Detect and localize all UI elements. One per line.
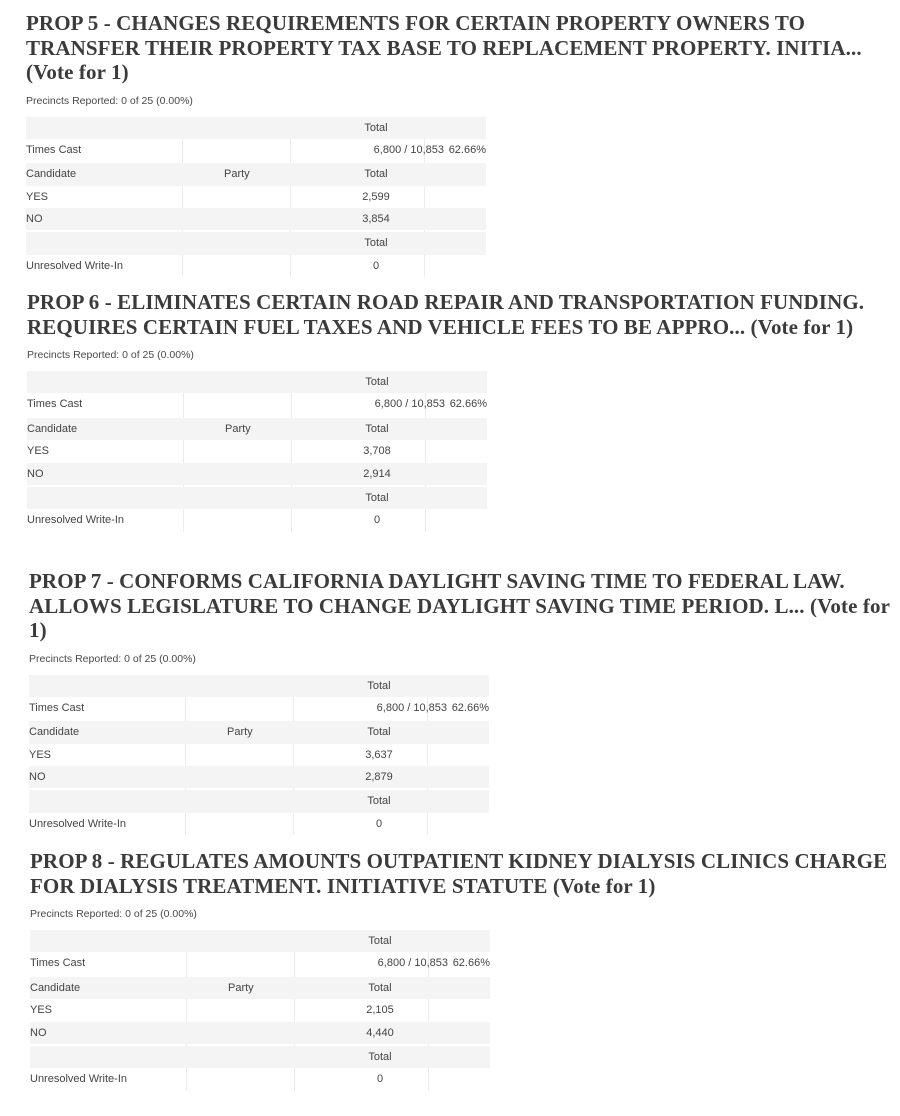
candidate-header-row xyxy=(27,418,487,440)
writein-header-row xyxy=(27,487,487,509)
contest-title: PROP 7 - CONFORMS CALIFORNIA DAYLIGHT SAVING TIME TO FEDERAL LAW. ALLOWS LEGISLATURE TO CHANGE DAYLIGHT SAVING TIME PERIOD. L... (Vote for 1) xyxy=(29,569,890,642)
times-cast-value: 6,800 / 10,853 xyxy=(373,143,444,156)
writein-value: 0 xyxy=(376,1073,384,1086)
contest-title: PROP 5 - CHANGES REQUIREMENTS FOR CERTAIN PROPERTY OWNERS TO TRANSFER THEIR PROPERTY TAX BASE TO REPLACEMENT PROPERTY. INITIA... (Vote for 1) xyxy=(26,11,862,84)
choice-row-yes xyxy=(29,744,489,766)
times-cast-label: Times Cast xyxy=(27,398,83,411)
choice-name: YES xyxy=(26,190,49,203)
writein-header: Total xyxy=(364,237,388,250)
results-table xyxy=(26,117,486,278)
candidate-header-row xyxy=(30,977,490,999)
times-cast-label: Times Cast xyxy=(26,143,82,156)
choice-row-no xyxy=(30,1022,490,1044)
choice-row-no xyxy=(27,463,487,485)
candidate-header: Candidate xyxy=(26,168,77,181)
precincts-reported: Precincts Reported: 0 of 25 (0.00%) xyxy=(30,908,197,920)
candidate-header: Candidate xyxy=(29,726,80,739)
writein-header: Total xyxy=(368,1050,392,1063)
contest-prop-6 xyxy=(0,290,900,532)
times-cast-value: 6,800 / 10,853 xyxy=(374,398,445,411)
choice-total: 4,440 xyxy=(366,1026,394,1039)
choice-name: NO xyxy=(26,213,43,226)
choice-total: 2,599 xyxy=(362,190,390,203)
times-cast-pct: 62.66% xyxy=(448,143,486,156)
party-header: Party xyxy=(225,422,251,435)
precincts-reported: Precincts Reported: 0 of 25 (0.00%) xyxy=(27,349,194,361)
writein-row xyxy=(26,255,486,277)
contest-prop-8 xyxy=(0,849,900,1091)
times-cast-row xyxy=(27,393,487,415)
total-header: Total xyxy=(367,679,391,692)
results-table xyxy=(27,371,487,532)
choice-row-yes xyxy=(27,440,487,462)
times-cast-value: 6,800 / 10,853 xyxy=(376,701,447,714)
choice-total: 3,708 xyxy=(363,445,391,458)
candidate-header: Candidate xyxy=(27,422,78,435)
writein-header-row xyxy=(26,232,486,254)
choice-total: 2,105 xyxy=(366,1004,394,1017)
total-header: Total xyxy=(365,422,389,435)
writein-header: Total xyxy=(365,491,389,504)
choice-name: NO xyxy=(29,771,46,784)
party-header: Party xyxy=(228,981,254,994)
times-cast-header-row xyxy=(30,930,490,952)
writein-header: Total xyxy=(367,795,391,808)
writein-row xyxy=(30,1068,490,1090)
writein-value: 0 xyxy=(372,259,380,272)
results-table xyxy=(29,675,489,836)
total-header: Total xyxy=(364,168,388,181)
results-table xyxy=(30,930,490,1091)
precincts-reported: Precincts Reported: 0 of 25 (0.00%) xyxy=(29,652,196,665)
choice-row-yes xyxy=(30,999,490,1021)
times-cast-row xyxy=(29,697,489,719)
choice-name: NO xyxy=(27,467,44,480)
times-cast-row xyxy=(30,952,490,974)
times-cast-pct: 62.66% xyxy=(452,957,490,970)
total-header: Total xyxy=(367,726,391,739)
choice-total: 3,637 xyxy=(365,748,393,761)
choice-name: YES xyxy=(30,1004,53,1017)
writein-label: Unresolved Write-In xyxy=(27,514,124,527)
writein-header-row xyxy=(29,790,489,812)
times-cast-header-row xyxy=(29,675,489,697)
choice-total: 3,854 xyxy=(362,213,390,226)
writein-label: Unresolved Write-In xyxy=(29,817,126,830)
times-cast-value: 6,800 / 10,853 xyxy=(377,957,448,970)
party-header: Party xyxy=(224,168,250,181)
writein-label: Unresolved Write-In xyxy=(26,259,123,272)
total-header: Total xyxy=(365,376,389,388)
writein-label: Unresolved Write-In xyxy=(30,1073,127,1086)
times-cast-label: Times Cast xyxy=(29,701,85,714)
candidate-header-row xyxy=(29,721,489,743)
choice-name: YES xyxy=(27,445,50,458)
times-cast-pct: 62.66% xyxy=(451,701,489,714)
choice-name: NO xyxy=(30,1026,47,1039)
times-cast-row xyxy=(26,139,486,161)
contest-title: PROP 6 - ELIMINATES CERTAIN ROAD REPAIR AND TRANSPORTATION FUNDING. REQUIRES CERTAIN FUEL TAXES AND VEHICLE FEES TO BE APPRO... (Vote for 1) xyxy=(27,290,865,339)
writein-header-row xyxy=(30,1046,490,1068)
writein-row xyxy=(27,509,487,531)
contest-prop-7 xyxy=(0,569,900,835)
choice-row-yes xyxy=(26,186,486,208)
contest-title: PROP 8 - REGULATES AMOUNTS OUTPATIENT KIDNEY DIALYSIS CLINICS CHARGE FOR DIALYSIS TREATMENT. INITIATIVE STATUTE (Vote for 1) xyxy=(30,849,888,898)
contest-prop-5 xyxy=(0,11,900,277)
choice-name: YES xyxy=(29,748,52,761)
choice-total: 2,914 xyxy=(363,467,391,480)
precincts-reported: Precincts Reported: 0 of 25 (0.00%) xyxy=(26,94,193,107)
candidate-header: Candidate xyxy=(30,981,81,994)
choice-row-no xyxy=(26,208,486,230)
writein-value: 0 xyxy=(375,817,383,830)
choice-total: 2,879 xyxy=(365,771,393,784)
times-cast-header-row xyxy=(26,117,486,139)
choice-row-no xyxy=(29,766,489,788)
times-cast-label: Times Cast xyxy=(30,957,86,970)
times-cast-header-row xyxy=(27,371,487,393)
candidate-header-row xyxy=(26,163,486,185)
total-header: Total xyxy=(368,935,392,947)
total-header: Total xyxy=(368,981,392,994)
writein-row xyxy=(29,813,489,835)
writein-value: 0 xyxy=(373,514,381,527)
times-cast-pct: 62.66% xyxy=(449,398,487,411)
party-header: Party xyxy=(227,726,253,739)
total-header: Total xyxy=(364,121,388,134)
